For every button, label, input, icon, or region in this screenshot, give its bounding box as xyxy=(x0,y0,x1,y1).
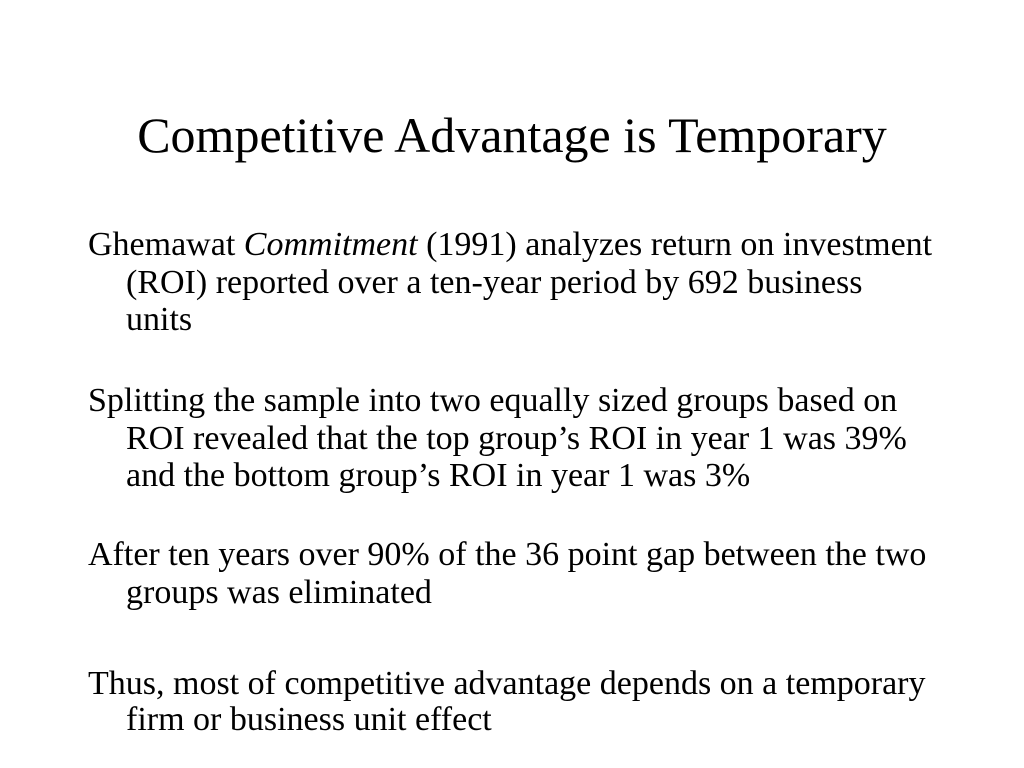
slide-title: Competitive Advantage is Temporary xyxy=(137,107,887,163)
paragraph-text: (1991) analyzes return on investment xyxy=(417,226,933,263)
paragraph-line: groups was eliminated xyxy=(126,573,432,611)
body-paragraph-3 xyxy=(88,536,926,611)
body-paragraph-4 xyxy=(88,666,925,738)
paragraph-text: Ghemawat xyxy=(88,226,244,263)
book-title-italic: Commitment xyxy=(243,226,418,263)
paragraph-line: and the bottom group’s ROI in year 1 was 3% xyxy=(126,457,751,494)
paragraph-line xyxy=(88,226,932,264)
paragraph-line: firm or business unit effect xyxy=(126,701,492,738)
body-paragraph-1 xyxy=(88,226,932,339)
paragraph-line: units xyxy=(126,301,193,338)
body-paragraph-2 xyxy=(88,382,907,495)
paragraph-line: Thus, most of competitive advantage depends on a temporary xyxy=(88,665,926,702)
paragraph-line: Splitting the sample into two equally sized groups based on xyxy=(88,382,898,419)
paragraph-line: After ten years over 90% of the 36 point gap between the two xyxy=(88,536,927,573)
paragraph-line: ROI revealed that the top group’s ROI in year 1 was 39% xyxy=(126,419,907,457)
paragraph-line: (ROI) reported over a ten-year period by 692 business xyxy=(126,263,863,301)
